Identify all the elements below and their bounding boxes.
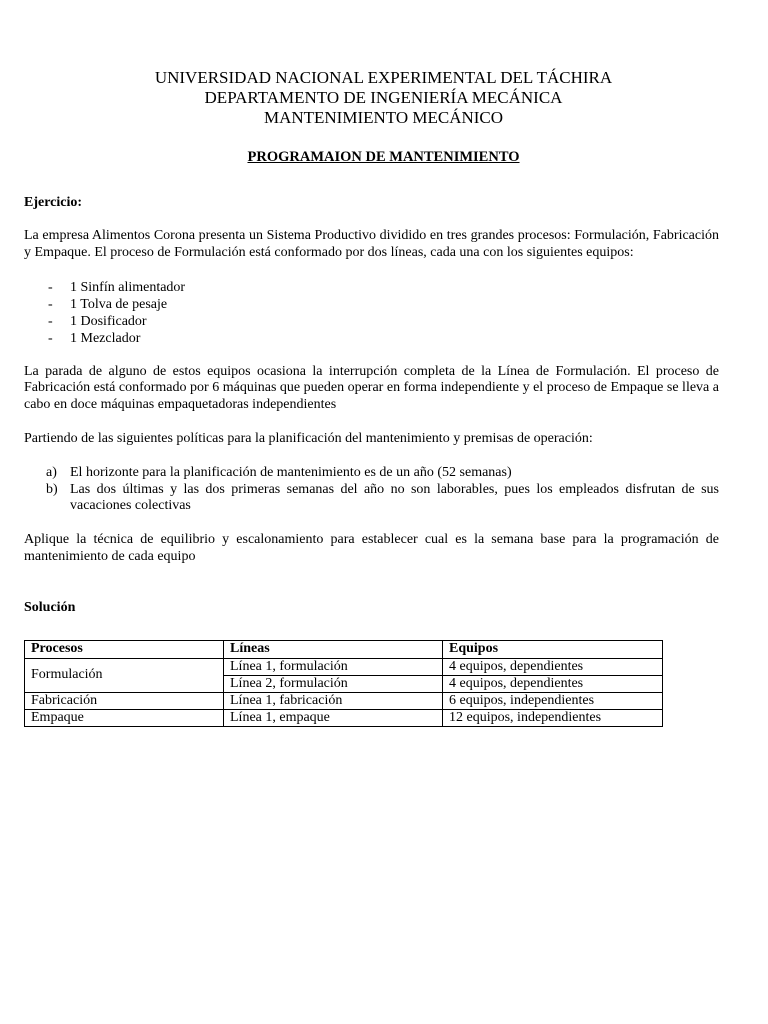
list-item-text: 1 Tolva de pesaje [70, 296, 168, 312]
policies-list [24, 465, 719, 515]
exercise-paragraph-4: Aplique la técnica de equilibrio y escalonamiento para establecer cual es la semana base para la programación de mantenimiento de cada equipo [24, 532, 719, 564]
department-name: DEPARTAMENTO DE INGENIERÍA MECÁNICA [204, 88, 563, 107]
solution-label: Solución [24, 599, 76, 615]
table-cell-proceso: Formulación [25, 658, 224, 692]
equipment-list [24, 279, 719, 347]
list-marker: a) [46, 464, 57, 480]
column-header-procesos: Procesos [25, 640, 224, 658]
column-header-lineas: Líneas [224, 640, 443, 658]
exercise-paragraph-1: La empresa Alimentos Corona presenta un Sistema Productivo dividido en tres grandes procesos: Formulación, Fabricación y Empaque. El proceso de Formulación está conformado por dos líneas, cada una con los siguientes equipos: [24, 228, 719, 260]
document-header [48, 68, 719, 128]
exercise-label: Ejercicio: [24, 195, 83, 210]
table-cell-linea: Línea 2, formulación [224, 675, 443, 692]
list-item [48, 279, 719, 296]
course-name: MANTENIMIENTO MECÁNICO [263, 108, 504, 127]
table-cell-equipos: 4 equipos, dependientes [443, 675, 663, 692]
list-item-text: Las dos últimas y las dos primeras semanas del año no son laborables, pues los empleados disfrutan de sus vacaciones colectivas [70, 481, 719, 514]
list-item [48, 313, 719, 330]
university-name: UNIVERSIDAD NACIONAL EXPERIMENTAL DEL TÁCHIRA [154, 68, 613, 87]
table-cell-linea: Línea 1, empaque [224, 709, 443, 726]
list-item-text: 1 Sinfín alimentador [70, 279, 186, 295]
table-cell-linea: Línea 1, fabricación [224, 692, 443, 709]
exercise-paragraph-3: Partiendo de las siguientes políticas para la planificación del mantenimiento y premisas de operación: [24, 430, 593, 446]
list-bullet: - [48, 296, 53, 312]
table-cell-proceso: Empaque [25, 709, 224, 726]
list-bullet: - [48, 330, 53, 346]
table-header-row [25, 640, 663, 658]
list-item-text: El horizonte para la planificación de mantenimiento es de un año (52 semanas) [70, 464, 512, 480]
document-subtitle: PROGRAMAION DE MANTENIMIENTO [247, 149, 520, 165]
list-item [46, 465, 719, 482]
table-cell-linea: Línea 1, formulación [224, 658, 443, 675]
table-cell-equipos: 12 equipos, independientes [443, 709, 663, 726]
table-row [25, 709, 663, 726]
table-row [25, 658, 663, 675]
list-bullet: - [48, 313, 53, 329]
list-item-text: 1 Dosificador [70, 313, 147, 329]
exercise-paragraph-2: La parada de alguno de estos equipos ocasiona la interrupción completa de la Línea de Formulación. El proceso de Fabricación está conformado por 6 máquinas que pueden operar en forma independiente y el proceso de Empaque se lleva a cabo en doce máquinas empaquetadoras independientes [24, 363, 719, 413]
table-row [25, 692, 663, 709]
table-cell-equipos: 4 equipos, dependientes [443, 658, 663, 675]
list-item [46, 482, 719, 516]
solution-table [24, 640, 663, 727]
table-cell-equipos: 6 equipos, independientes [443, 692, 663, 709]
list-bullet: - [48, 279, 53, 295]
list-marker: b) [46, 481, 58, 497]
list-item [48, 330, 719, 347]
list-item [48, 296, 719, 313]
column-header-equipos: Equipos [443, 640, 663, 658]
table-cell-proceso: Fabricación [25, 692, 224, 709]
list-item-text: 1 Mezclador [70, 330, 141, 346]
